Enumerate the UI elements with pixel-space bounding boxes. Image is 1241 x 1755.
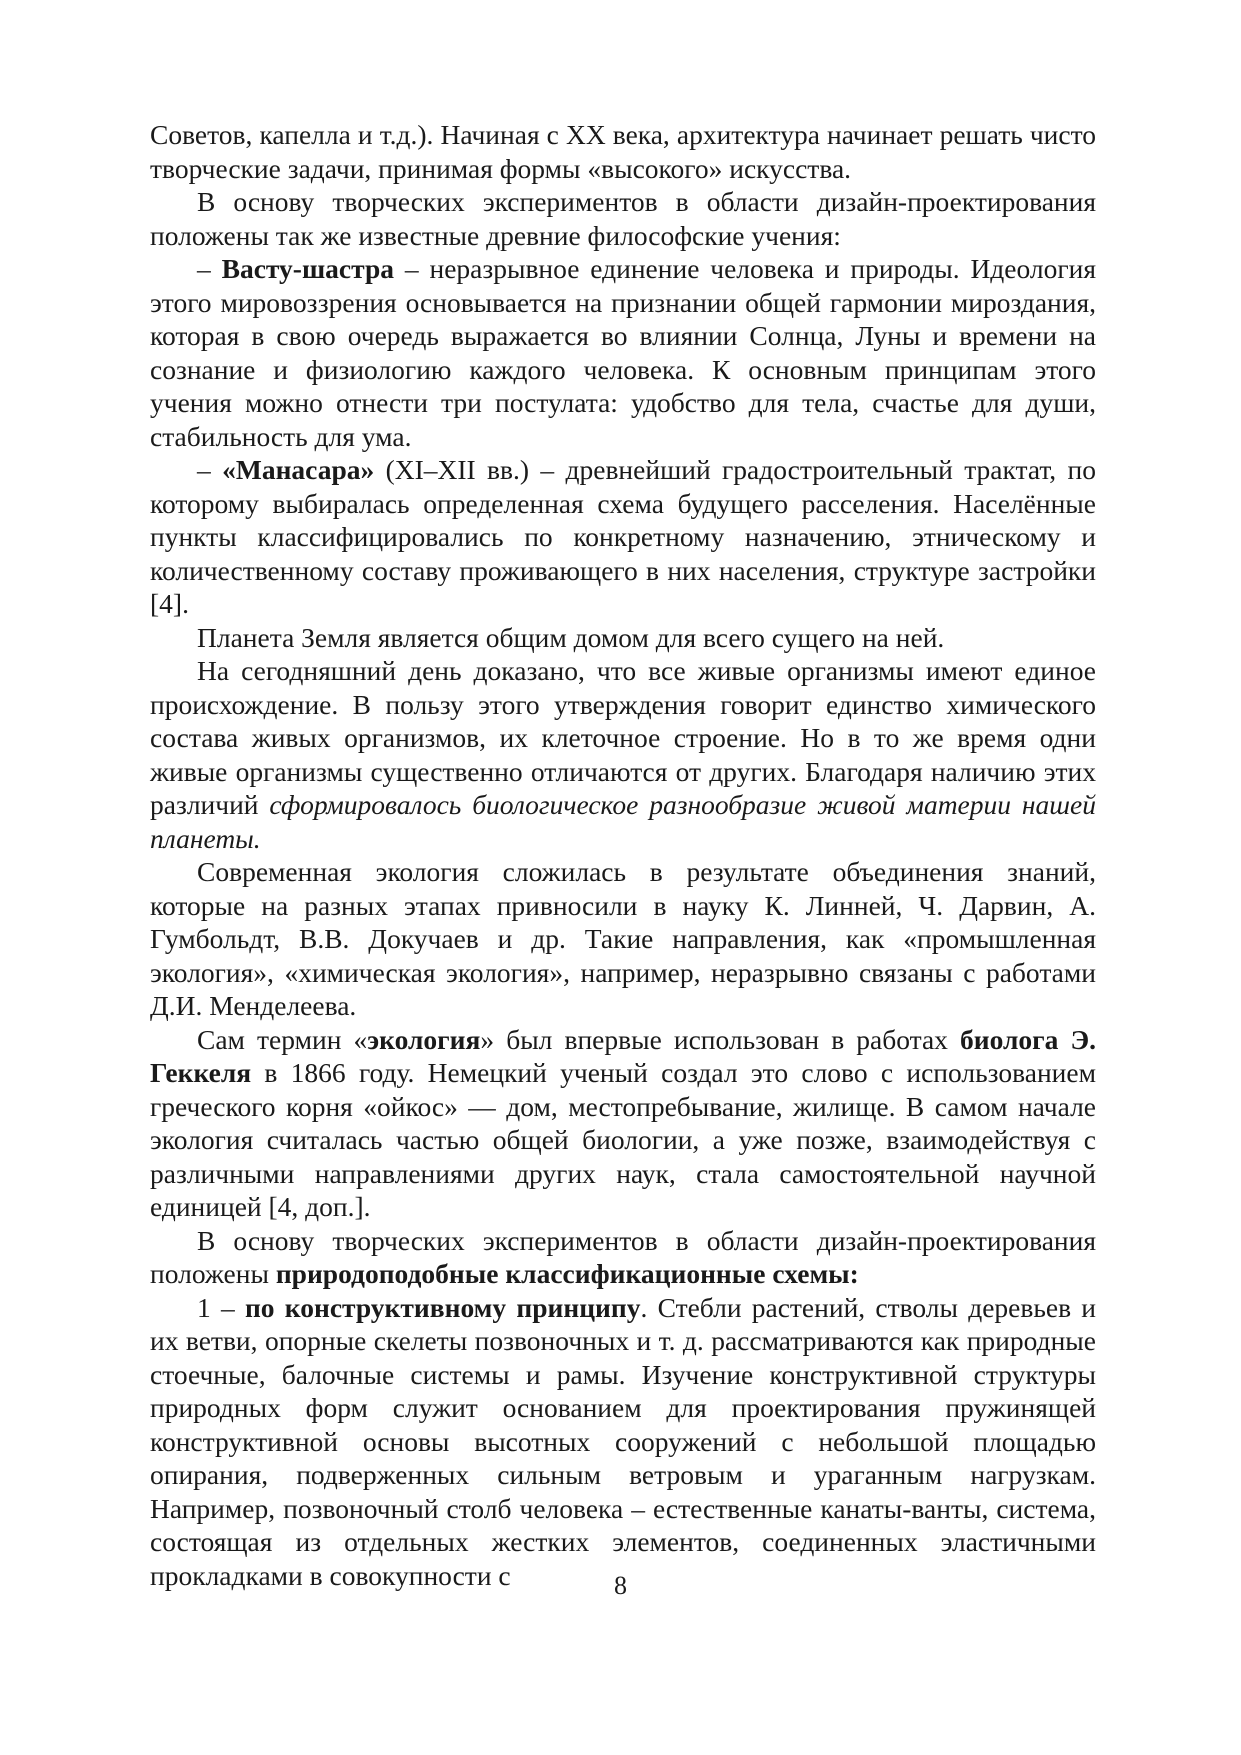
paragraph-term-ecology-text-2: » был впервые использован в работах (480, 1023, 960, 1055)
paragraph-vastu-shastra (150, 252, 1096, 453)
paragraph-constructive-principle-text: . Стебли растений, стволы деревьев и их ветви, опорные скелеты позвоночных и т. д. рассматриваются как природные стоечные, балочные системы и рамы. Изучение конструктивной структуры природных форм служит основанием для проектирования пружинящей конструктивной основы высотных сооружений с небольшой площадью опирания, подверженных сильным ветровым и ураганным нагрузкам. Например, позвоночный столб человека – естественные канаты-ванты, система, состоящая из отдельных жестких элементов, соединенных эластичными прокладками в совокупности с (150, 1291, 1097, 1591)
term-nature-like-schemes: природоподобные классификационные схемы: (275, 1258, 859, 1289)
paragraph-planet-earth (150, 621, 1096, 655)
paragraph-modern-ecology (150, 855, 1096, 1023)
paragraph-manasara-text: (XI–XII вв.) – древнейший градостроительный трактат, по которому выбиралась определенная схема будущего расселения. Населённые пункты классифицировались по конкретному назначению, этническому и количественному составу проживающего в них населения, структуре застройки [4]. (150, 454, 1096, 619)
term-ecology: экология (367, 1023, 481, 1055)
list-number-text: 1 – (197, 1291, 245, 1323)
paragraph-term-ecology (150, 1023, 1096, 1224)
dash-text: – (197, 253, 222, 284)
paragraph-term-ecology-text-1: Сам термин « (197, 1023, 368, 1055)
paragraph-1-text: Советов, капелла и т.д.). Начиная с ХХ века, архитектура начинает решать чисто творческие задачи, принимая формы «высокого» искусства. (150, 119, 1096, 184)
paragraph-manasara (150, 453, 1096, 621)
paragraph-2 (150, 185, 1096, 252)
paragraph-constructive-principle (150, 1291, 1096, 1593)
paragraph-term-ecology-text-3: в 1866 году. Немецкий ученый создал это слово с использованием греческого корня «ойкос» — дом, местопребывание, жилище. В самом начале экология считалась частью общей биологии, а уже позже, взаимодействуя с различными направлениями других наук, стала самостоятельной научной единицей [4, доп.]. (150, 1057, 1096, 1222)
term-manasara: «Манасара» (222, 454, 375, 485)
paragraph-modern-ecology-text: Современная экология сложилась в результате объединения знаний, которые на разных этапах привносили в науку К. Линней, Ч. Дарвин, А. Гумбольдт, В.В. Докучаев и др. Такие направления, как «промышленная экология», «химическая экология», например, неразрывно связаны с работами Д.И. Менделеева. (150, 856, 1096, 1021)
term-vastu-shastra: Васту-шастра (221, 253, 395, 284)
page-number: 8 (614, 1571, 627, 1600)
page-text-body (150, 118, 1096, 1592)
paragraph-1 (150, 118, 1096, 185)
dash-text: – (197, 454, 223, 485)
term-haeckel: биолога Э. Геккеля (150, 1023, 1096, 1088)
emphasis-biodiversity: сформировалось биологическое разнообразие живой материи нашей планеты. (150, 789, 1096, 854)
paragraph-biodiversity-text: На сегодняшний день доказано, что все живые организмы имеют единое происхождение. В пользу этого утверждения говорит единство химического состава живых организмов, их клеточное строение. Но в то же время одни живые организмы существенно отличаются от других. Благодаря наличию этих различий (150, 655, 1096, 820)
paragraph-schemes-text: В основу творческих экспериментов в области дизайн-проектирования положены (150, 1224, 1096, 1289)
paragraph-planet-earth-text: Планета Земля является общим домом для всего сущего на ней. (197, 621, 945, 653)
paragraph-2-text: В основу творческих экспериментов в области дизайн-проектирования положены так же известные древние философские учения: (150, 186, 1096, 251)
term-constructive-principle: по конструктивному принципу (244, 1291, 641, 1323)
paragraph-biodiversity (150, 654, 1096, 855)
paragraph-vastu-shastra-text: – неразрывное единение человека и природы. Идеология этого мировоззрения основывается на признании общей гармонии мироздания, которая в свою очередь выражается во влиянии Солнца, Луны и времени на сознание и физиологию каждого человека. К основным принципам этого учения можно отнести три постулата: удобство для тела, счастье для души, стабильность для ума. (150, 253, 1097, 452)
paragraph-schemes (150, 1224, 1096, 1291)
